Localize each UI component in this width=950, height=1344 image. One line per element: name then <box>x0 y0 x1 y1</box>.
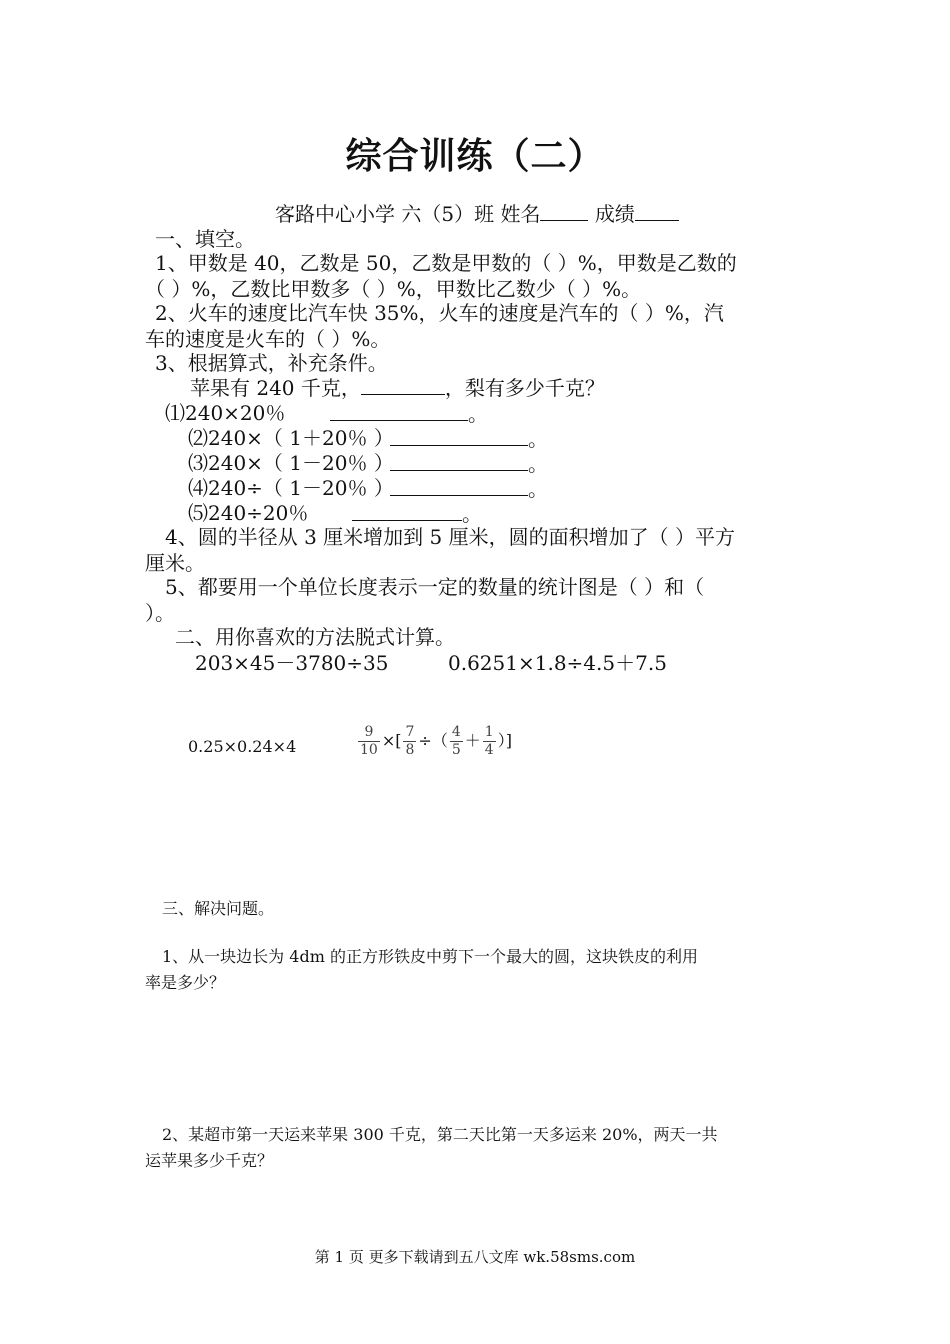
q5-line2: ）。 <box>145 601 175 625</box>
period: 。 <box>528 427 548 451</box>
q3-item-expression: ⑴240×20％ <box>165 401 286 425</box>
q3-line1: 3、根据算式，补充条件。 <box>155 351 388 375</box>
name-blank <box>540 200 588 221</box>
calc-expression-2: 0.6251×1.8÷4.5＋7.5 <box>448 651 667 675</box>
operator: ×[ <box>381 731 402 750</box>
numerator: 1 <box>484 724 494 740</box>
q1-line1: 1、甲数是 40，乙数是 50，乙数是甲数的（ ）%，甲数是乙数的 <box>155 251 737 275</box>
student-info-line <box>275 200 679 227</box>
answer-blank <box>390 475 528 496</box>
q2-line1: 2、火车的速度比汽车快 35%，火车的速度是汽车的（ ）%，汽 <box>155 301 724 325</box>
denominator: 4 <box>484 742 494 758</box>
q3-item-2 <box>188 425 394 451</box>
section3-heading: 三、解决问题。 <box>162 899 275 918</box>
school-class-label: 客路中心小学 六（5）班 姓名 <box>275 202 541 226</box>
numerator: 7 <box>405 724 415 740</box>
q3-item-3-answer <box>390 450 548 477</box>
period: 。 <box>468 402 488 426</box>
numerator: 9 <box>358 724 380 742</box>
problem1-line2: 率是多少？ <box>145 973 226 992</box>
operator: ÷（ <box>418 731 448 750</box>
problem2-line2: 运苹果多少千克？ <box>145 1151 274 1170</box>
period: 。 <box>528 477 548 501</box>
section1-heading: 一、填空。 <box>155 227 255 251</box>
operator: ）] <box>497 731 512 750</box>
calc-expression-4 <box>356 724 512 759</box>
fraction-nine-tenths <box>358 724 380 759</box>
page-footer: 第 1 页 更多下载请到五八文库 wk.58sms.com <box>314 1248 636 1266</box>
q3-item-4-answer <box>390 475 548 502</box>
denominator: 8 <box>405 742 415 758</box>
fraction-one-quarter <box>483 724 496 759</box>
period: 。 <box>528 452 548 476</box>
denominator: 10 <box>360 742 378 758</box>
q3-item-expression: ⑶240×（ 1－20％ ） <box>188 451 394 475</box>
q3-item-5-answer <box>352 500 482 527</box>
page-title: 综合训练（二） <box>345 135 605 177</box>
q3-item-expression: ⑷240÷（ 1－20％ ） <box>188 476 394 500</box>
q3-condition-start: 苹果有 240 千克， <box>190 376 361 400</box>
q3-item-1-answer <box>330 400 488 427</box>
answer-blank <box>352 500 462 521</box>
calc-expression-1: 203×45－3780÷35 <box>195 651 389 675</box>
q3-condition-end: ，梨有多少千克？ <box>444 376 605 400</box>
fraction-seven-eighths <box>403 724 416 759</box>
operator: ＋ <box>464 731 481 750</box>
fraction-four-fifths <box>450 724 463 759</box>
q3-item-5 <box>188 500 308 526</box>
q3-item-1 <box>165 400 285 426</box>
score-blank <box>635 200 679 221</box>
q4-line1: 4、圆的半径从 3 厘米增加到 5 厘米，圆的面积增加了（ ）平方 <box>165 525 735 549</box>
q5-line1: 5、都要用一个单位长度表示一定的数量的统计图是（ ）和（ <box>165 575 705 599</box>
q3-item-4 <box>188 475 394 501</box>
q2-line2: 车的速度是火车的（ ）%。 <box>145 327 391 351</box>
score-label: 成绩 <box>594 202 635 226</box>
condition-blank <box>361 374 445 395</box>
calc-expression-3: 0.25×0.24×4 <box>188 737 297 756</box>
q4-line2: 厘米。 <box>145 551 205 575</box>
section2-heading: 二、用你喜欢的方法脱式计算。 <box>175 625 455 649</box>
q3-item-expression: ⑸240÷20％ <box>188 501 309 525</box>
denominator: 5 <box>451 742 461 758</box>
answer-blank <box>330 400 468 421</box>
problem2-line1: 2、某超市第一天运来苹果 300 千克，第二天比第一天多运来 20%，两天一共 <box>162 1125 718 1144</box>
q1-line2: （ ）%，乙数比甲数多（ ）%，甲数比乙数少（ ）%。 <box>145 277 642 301</box>
q3-condition-line <box>190 374 605 401</box>
numerator: 4 <box>451 724 461 740</box>
q3-item-3 <box>188 450 394 476</box>
answer-blank <box>390 425 528 446</box>
q3-item-expression: ⑵240×（ 1＋20％ ） <box>188 426 394 450</box>
q3-item-2-answer <box>390 425 548 452</box>
answer-blank <box>390 450 528 471</box>
problem1-line1: 1、从一块边长为 4dm 的正方形铁皮中剪下一个最大的圆，这块铁皮的利用 <box>162 947 698 966</box>
period: 。 <box>462 502 482 526</box>
